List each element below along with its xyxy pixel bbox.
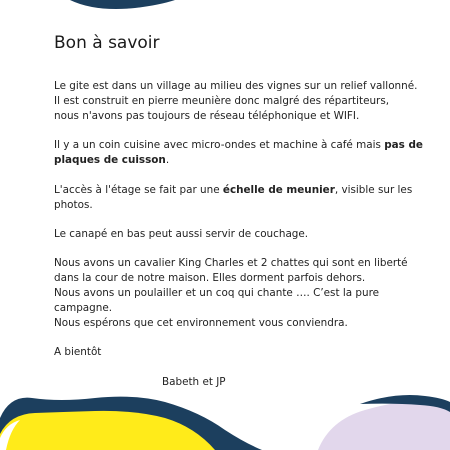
text-segment: .	[165, 154, 170, 166]
bold-text: échelle de meunier	[222, 184, 335, 196]
text-segment: , visible sur les	[334, 184, 413, 196]
bottom-lavender-wave	[318, 402, 450, 450]
paragraph-animals	[54, 256, 408, 331]
bold-text: pas de	[384, 139, 423, 151]
top-navy-wave	[70, 0, 175, 9]
text-segment: Il y a un coin cuisine avec micro-ondes et machine à café mais	[54, 139, 385, 151]
text-line: photos.	[54, 199, 93, 211]
bottom-yellow-wave	[0, 411, 215, 450]
text-line: campagne.	[54, 302, 113, 314]
bold-text: plaques de cuisson	[54, 154, 166, 166]
text-line: Nous avons un poulailler et un coq qui chante …. C’est la pure	[54, 287, 380, 299]
text-line: dans la cour de notre maison. Elles dorment parfois dehors.	[54, 272, 366, 284]
text-line: Le gite est dans un village au milieu des vignes sur un relief vallonné.	[54, 80, 418, 92]
bottom-right-navy-wave	[360, 395, 450, 412]
text-line	[54, 183, 413, 198]
text-line: Nous espérons que cet environnement vous conviendra.	[54, 317, 348, 329]
text-line	[54, 138, 423, 153]
text-line: Nous avons un cavalier King Charles et 2 chattes qui sont en liberté	[54, 257, 408, 269]
text-line: Le canapé en bas peut aussi servir de couchage.	[54, 228, 309, 240]
text-line: Il est construit en pierre meunière donc malgré des répartiteurs,	[54, 95, 390, 107]
paragraph-access	[54, 183, 413, 213]
paragraph-kitchen	[54, 138, 423, 168]
text-line: A bientôt	[54, 346, 102, 358]
paragraph-closing	[54, 345, 400, 360]
text-line: nous n'avons pas toujours de réseau téléphonique et WIFI.	[54, 110, 360, 122]
bottom-white-gap	[0, 420, 20, 450]
text-segment: L'accès à l'étage se fait par une	[54, 184, 223, 196]
page-title: Bon à savoir	[54, 33, 160, 53]
paragraph-location	[54, 79, 418, 124]
signature: Babeth et JP	[162, 376, 226, 388]
text-line	[54, 153, 400, 168]
paragraph-sofa	[54, 227, 400, 242]
bottom-navy-wave	[0, 397, 262, 450]
